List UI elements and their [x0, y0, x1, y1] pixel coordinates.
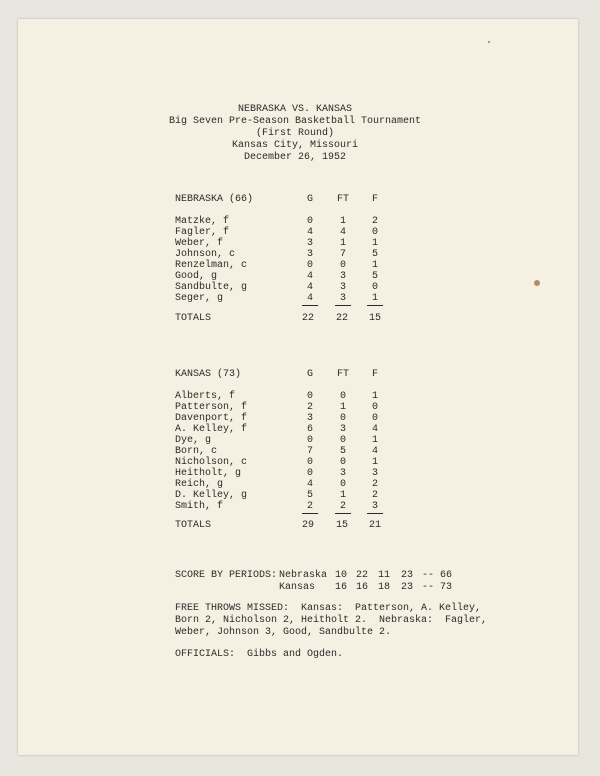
ft-missed-line: FREE THROWS MISSED: Kansas: Patterson, A. Kelley,	[175, 603, 482, 614]
player-fouls: 2	[371, 479, 378, 490]
player-name: Smith, f	[175, 501, 224, 512]
nebraska-totals-label: TOTALS	[175, 313, 212, 324]
player-fouls: 5	[371, 249, 378, 260]
player-free-throws: 0	[339, 260, 346, 271]
player-fouls: 2	[371, 216, 378, 227]
period-row-p4: 23	[401, 570, 414, 581]
player-name: Alberts, f	[175, 391, 236, 402]
player-free-throws: 7	[339, 249, 346, 260]
player-free-throws: 0	[339, 457, 346, 468]
game-date: December 26, 1952	[243, 152, 347, 163]
player-goals: 4	[306, 227, 313, 238]
player-goals: 4	[306, 271, 313, 282]
player-name: Nicholson, c	[175, 457, 248, 468]
player-name: Patterson, f	[175, 402, 248, 413]
kansas-totals-label: TOTALS	[175, 520, 212, 531]
kansas-col-g: G	[306, 369, 313, 380]
player-free-throws: 1	[339, 490, 346, 501]
player-name: Fagler, f	[175, 227, 230, 238]
player-fouls: 2	[371, 490, 378, 501]
player-goals: 3	[306, 249, 313, 260]
player-name: Good, g	[175, 271, 218, 282]
player-free-throws: 3	[339, 271, 346, 282]
period-row-total: -- 73	[422, 582, 453, 593]
player-name: Reich, g	[175, 479, 224, 490]
player-fouls: 3	[371, 468, 378, 479]
player-free-throws: 0	[339, 391, 346, 402]
player-fouls: 1	[371, 457, 378, 468]
doc-title: NEBRASKA VS. KANSAS	[237, 104, 353, 115]
player-fouls: 1	[371, 260, 378, 271]
player-name: Sandbulte, g	[175, 282, 248, 293]
player-goals: 6	[306, 424, 313, 435]
period-row-p4: 23	[401, 582, 414, 593]
officials: OFFICIALS: Gibbs and Ogden.	[175, 649, 344, 660]
nebraska-total-f: 15	[368, 313, 381, 324]
player-free-throws: 3	[339, 424, 346, 435]
paper-stain-spot	[534, 280, 540, 286]
event-name: Big Seven Pre-Season Basketball Tournament	[168, 116, 422, 127]
period-row-total: -- 66	[422, 570, 453, 581]
player-free-throws: 2	[335, 501, 351, 514]
player-fouls: 1	[371, 435, 378, 446]
player-goals: 0	[306, 457, 313, 468]
player-free-throws: 1	[339, 238, 346, 249]
periods-label: SCORE BY PERIODS:	[175, 570, 278, 581]
player-goals: 7	[306, 446, 313, 457]
player-goals: 2	[306, 402, 313, 413]
player-fouls: 1	[367, 293, 383, 306]
nebraska-col-f: F	[371, 194, 378, 205]
player-fouls: 0	[371, 402, 378, 413]
player-goals: 3	[306, 413, 313, 424]
player-fouls: 0	[371, 227, 378, 238]
player-fouls: 4	[371, 424, 378, 435]
player-fouls: 4	[371, 446, 378, 457]
period-row-p2: 16	[356, 582, 369, 593]
kansas-team-header: KANSAS (73)	[175, 369, 242, 380]
player-name: Born, c	[175, 446, 218, 457]
player-free-throws: 4	[339, 227, 346, 238]
ft-missed-line: Weber, Johnson 3, Good, Sandbulte 2.	[175, 627, 392, 638]
player-goals: 3	[306, 238, 313, 249]
player-fouls: 0	[371, 413, 378, 424]
period-row-p2: 22	[356, 570, 369, 581]
player-free-throws: 0	[339, 479, 346, 490]
player-name: Matzke, f	[175, 216, 230, 227]
period-row-p3: 18	[378, 582, 391, 593]
nebraska-total-ft: 22	[335, 313, 348, 324]
player-fouls: 1	[371, 238, 378, 249]
player-goals: 4	[306, 479, 313, 490]
player-name: Johnson, c	[175, 249, 236, 260]
player-goals: 0	[306, 468, 313, 479]
player-free-throws: 5	[339, 446, 346, 457]
player-name: Renzelman, c	[175, 260, 248, 271]
player-fouls: 5	[371, 271, 378, 282]
player-free-throws: 1	[339, 216, 346, 227]
player-goals: 0	[306, 435, 313, 446]
nebraska-col-g: G	[306, 194, 313, 205]
player-name: A. Kelley, f	[175, 424, 248, 435]
player-goals: 4	[302, 293, 318, 306]
player-fouls: 3	[367, 501, 383, 514]
player-free-throws: 3	[339, 282, 346, 293]
kansas-col-f: F	[371, 369, 378, 380]
player-goals: 0	[306, 216, 313, 227]
player-free-throws: 3	[335, 293, 351, 306]
player-goals: 5	[306, 490, 313, 501]
player-name: Davenport, f	[175, 413, 248, 424]
nebraska-col-ft: FT	[336, 194, 349, 205]
paper-speck	[488, 41, 490, 43]
period-row-team: Nebraska	[279, 570, 328, 581]
player-fouls: 0	[371, 282, 378, 293]
nebraska-team-header: NEBRASKA (66)	[175, 194, 254, 205]
player-name: D. Kelley, g	[175, 490, 248, 501]
ft-missed-line: Born 2, Nicholson 2, Heitholt 2. Nebraska: Fagler,	[175, 615, 488, 626]
player-goals: 4	[306, 282, 313, 293]
kansas-total-f: 21	[368, 520, 381, 531]
player-free-throws: 1	[339, 402, 346, 413]
player-goals: 2	[302, 501, 318, 514]
player-free-throws: 3	[339, 468, 346, 479]
player-goals: 0	[306, 391, 313, 402]
document-page	[18, 19, 578, 755]
player-free-throws: 0	[339, 413, 346, 424]
period-row-p1: 16	[335, 582, 348, 593]
player-name: Seger, g	[175, 293, 224, 304]
player-fouls: 1	[371, 391, 378, 402]
nebraska-total-g: 22	[301, 313, 314, 324]
period-row-team: Kansas	[279, 582, 316, 593]
player-name: Heitholt, g	[175, 468, 242, 479]
player-name: Weber, f	[175, 238, 224, 249]
round-label: (First Round)	[255, 128, 335, 139]
kansas-total-g: 29	[301, 520, 314, 531]
player-name: Dye, g	[175, 435, 212, 446]
period-row-p3: 11	[378, 570, 391, 581]
kansas-total-ft: 15	[335, 520, 348, 531]
player-free-throws: 0	[339, 435, 346, 446]
period-row-p1: 10	[335, 570, 348, 581]
player-goals: 0	[306, 260, 313, 271]
location: Kansas City, Missouri	[231, 140, 359, 151]
kansas-col-ft: FT	[336, 369, 349, 380]
